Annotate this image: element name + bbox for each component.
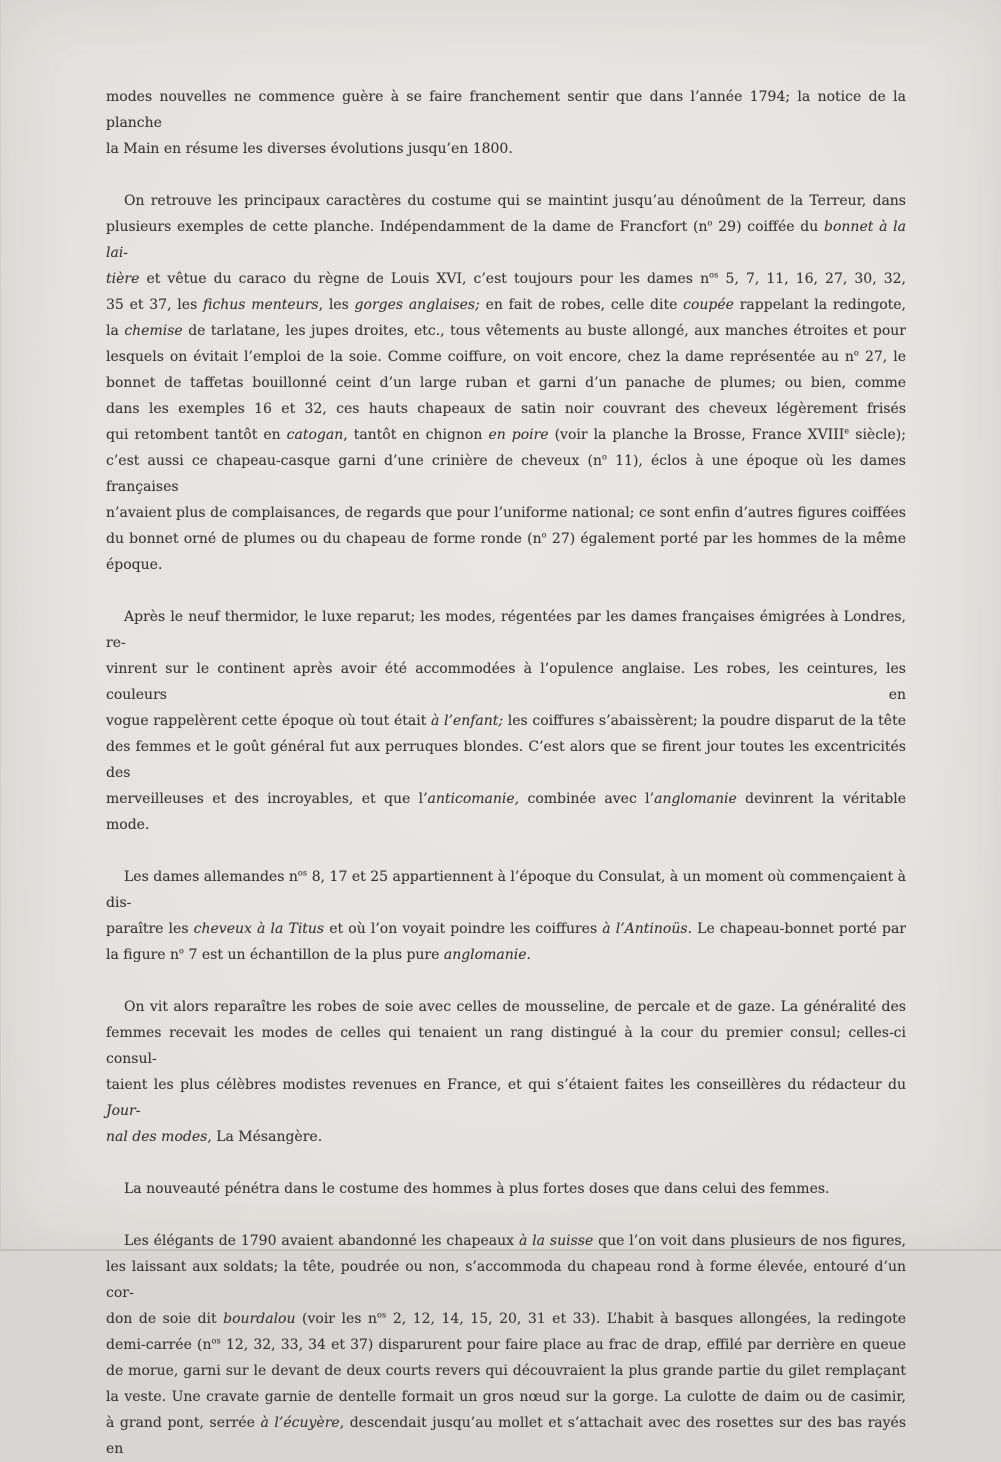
- text-line: [106, 1176, 906, 1202]
- text-run: les coiffures s’abaissèrent; la poudre disparut de la tête: [503, 713, 906, 729]
- text-run: , descendait jusqu’au mollet et s’attachait avec des rosettes sur des bas rayés en: [106, 1415, 907, 1457]
- text-line: [106, 1306, 906, 1332]
- italic-text-run: en poire: [488, 427, 549, 443]
- italic-text-run: à l’écuyère: [260, 1415, 340, 1431]
- text-run: 5, 7, 11, 16, 27, 30, 32,: [718, 271, 906, 287]
- text-run: dans les exemples 16 et 32, ces hauts chapeaux de satin noir couvrant des cheveux légèrement frisés: [106, 401, 906, 417]
- text-run: du bonnet orné de plumes ou du chapeau de forme ronde (n: [106, 531, 542, 547]
- text-run: 12, 32, 33, 34 et 37) disparurent pour faire place au frac de drap, effilé par derrière en queue: [220, 1337, 906, 1353]
- superscript-run: os: [211, 1335, 221, 1346]
- text-run: demi-carrée (n: [106, 1337, 212, 1353]
- text-run: bonnet de taffetas bouillonné ceint d’un large ruban et garni d’un panache de plumes; ou bien, comme: [106, 375, 906, 391]
- italic-text-run: à la suisse: [518, 1233, 594, 1249]
- text-run: 35 et 37, les: [106, 297, 204, 313]
- text-run: la Main en résume les diverses évolutions jusqu’en 1800.: [106, 141, 513, 157]
- text-run: 2, 12, 14, 15, 20, 31 et 33). L’habit à basques allongées, la redingote: [386, 1311, 906, 1327]
- italic-text-run: catogan: [286, 427, 344, 443]
- page-text-block: [106, 84, 906, 1462]
- paragraph: [106, 864, 906, 968]
- text-line: [106, 526, 906, 552]
- text-line: [106, 266, 906, 292]
- superscript-run: o: [853, 347, 859, 358]
- text-line: [106, 1020, 906, 1072]
- text-line: [106, 1410, 906, 1462]
- text-line: [106, 136, 906, 162]
- italic-text-run: bonnet à la lai-: [106, 219, 907, 261]
- text-line: [106, 370, 906, 396]
- text-line: [106, 214, 906, 266]
- text-run: de tarlatane, les jupes droites, etc., tous vêtements au buste allongé, aux manches étroites et pour: [182, 323, 906, 339]
- text-run: lesquels on évitait l’emploi de la soie. Comme coiffure, on voit encore, chez la dame représentée au n: [106, 349, 854, 365]
- text-run: les laissant aux soldats; la tête, poudrée ou non, s’accommoda du chapeau rond à forme élevée, entouré d’un cor-: [106, 1259, 906, 1301]
- text-run: modes nouvelles ne commence guère à se faire franchement sentir que dans l’année 1794; la notice de la planche: [106, 89, 906, 131]
- italic-text-run: tière: [106, 271, 140, 287]
- text-line: [106, 708, 906, 734]
- italic-text-run: chemise: [124, 323, 183, 339]
- text-run: la: [106, 323, 125, 339]
- text-line: [106, 552, 906, 578]
- text-line: [106, 448, 906, 500]
- text-run: 7 est un échantillon de la plus pure: [184, 947, 444, 963]
- text-line: [106, 734, 906, 786]
- text-line: [106, 318, 906, 344]
- superscript-run: o: [179, 945, 185, 956]
- superscript-run: os: [709, 269, 719, 280]
- text-line: [106, 1072, 906, 1124]
- paragraph: [106, 188, 906, 578]
- text-run: vogue rappelèrent cette époque où tout était: [106, 713, 431, 729]
- paragraph: [106, 604, 906, 838]
- text-line: [106, 188, 906, 214]
- italic-text-run: bourdalou: [223, 1311, 296, 1327]
- text-run: 29) coiffée du: [712, 219, 825, 235]
- text-run: . Le chapeau-bonnet porté par: [687, 921, 907, 937]
- text-run: taient les plus célèbres modistes revenues en France, et qui s’étaient faites les conseillères du rédacteur du: [106, 1077, 906, 1093]
- text-run: merveilleuses et des incroyables, et que l’: [106, 791, 428, 807]
- text-run: don de soie dit: [106, 1311, 224, 1327]
- text-line: [106, 1124, 906, 1150]
- text-run: (voir les n: [295, 1311, 377, 1327]
- text-line: [106, 942, 906, 968]
- paragraph: [106, 1176, 906, 1202]
- text-run: Les élégants de 1790 avaient abandonné les chapeaux: [124, 1233, 519, 1249]
- paragraph: [106, 994, 906, 1150]
- text-run: siècle);: [849, 427, 906, 443]
- text-run: 27) également porté par les hommes de la même: [546, 531, 906, 547]
- text-line: [106, 422, 906, 448]
- text-line: [106, 786, 906, 838]
- superscript-run: os: [376, 1309, 387, 1320]
- paragraph: [106, 1228, 906, 1462]
- text-line: [106, 292, 906, 318]
- text-line: [106, 1228, 906, 1254]
- italic-text-run: anglomanie: [443, 947, 527, 963]
- text-run: que l’on voit dans plusieurs de nos figures,: [593, 1233, 906, 1249]
- text-run: 11), éclos à une époque où les dames françaises: [106, 453, 906, 495]
- text-run: femmes recevait les modes de celles qui tenaient un rang distingué à la cour du premier consul; celles-ci consul-: [106, 1025, 906, 1067]
- text-run: à grand pont, serrée: [106, 1415, 261, 1431]
- superscript-run: o: [541, 529, 547, 540]
- superscript-run: os: [297, 867, 308, 878]
- text-run: la figure n: [106, 947, 180, 963]
- text-run: combinée avec l’: [519, 791, 655, 807]
- text-run: Les dames allemandes n: [124, 869, 298, 885]
- text-run: vinrent sur le continent après avoir été accommodées à l’opulence anglaise. Les robes, les ceintures, les couleurs en: [106, 661, 906, 703]
- text-run: 8, 17 et 25 appartiennent à l’époque du Consulat, à un moment où commençaient à dis-: [106, 869, 906, 911]
- text-run: , La Mésangère.: [207, 1129, 323, 1145]
- text-line: [106, 344, 906, 370]
- text-run: la veste. Une cravate garnie de dentelle formait un gros nœud sur la gorge. La culotte de daim ou de casimir,: [106, 1389, 906, 1405]
- text-run: La nouveauté pénétra dans le costume des hommes à plus fortes doses que dans celui des femmes.: [124, 1181, 830, 1197]
- superscript-run: o: [707, 217, 713, 228]
- text-line: [106, 916, 906, 942]
- text-line: [106, 604, 906, 656]
- text-line: [106, 396, 906, 422]
- text-run: et où l’on voyait poindre les coiffures: [324, 921, 603, 937]
- text-run: rappelant la redingote,: [733, 297, 907, 313]
- text-line: [106, 84, 906, 136]
- text-line: [106, 1358, 906, 1384]
- text-run: Après le neuf thermidor, le luxe reparut; les modes, régentées par les dames françaises émigrées à Londres, re-: [106, 609, 906, 651]
- text-line: [106, 1254, 906, 1306]
- text-run: , tantôt en chignon: [343, 427, 489, 443]
- superscript-run: e: [844, 425, 850, 436]
- italic-text-run: gorges anglaises;: [354, 297, 480, 313]
- paragraph: [106, 84, 906, 162]
- text-run: en fait de robes, celle dite: [479, 297, 684, 313]
- text-line: [106, 1332, 906, 1358]
- text-run: (voir la planche la Brosse, France XVIII: [548, 427, 845, 443]
- text-run: paraître les: [106, 921, 194, 937]
- italic-text-run: anticomanie,: [427, 791, 520, 807]
- text-run: 27, le: [858, 349, 906, 365]
- text-run: .: [526, 947, 531, 963]
- text-run: époque.: [106, 557, 163, 573]
- italic-text-run: Jour-: [106, 1103, 141, 1119]
- text-run: , les: [318, 297, 355, 313]
- italic-text-run: fichus menteurs: [203, 297, 319, 313]
- text-run: On vit alors reparaître les robes de soie avec celles de mousseline, de percale et de gaze. La généralité des: [124, 999, 906, 1015]
- italic-text-run: coupée: [683, 297, 734, 313]
- text-run: qui retombent tantôt en: [106, 427, 287, 443]
- text-line: [106, 864, 906, 916]
- text-run: plusieurs exemples de cette planche. Indépendamment de la dame de Francfort (n: [106, 219, 708, 235]
- italic-text-run: anglomanie: [654, 791, 737, 807]
- text-run: de morue, garni sur le devant de deux courts revers qui découvraient la plus grande partie du gilet remplaçant: [106, 1363, 906, 1379]
- text-run: On retrouve les principaux caractères du costume qui se maintint jusqu’au dénoûment de la Terreur, dans: [124, 193, 906, 209]
- italic-text-run: cheveux à la Titus: [193, 921, 325, 937]
- text-run: et vêtue du caraco du règne de Louis XVI, c’est toujours pour les dames n: [139, 271, 710, 287]
- text-run: des femmes et le goût général fut aux perruques blondes. C’est alors que se firent jour toutes les excentricités des: [106, 739, 906, 781]
- text-run: n’avaient plus de complaisances, de regards que pour l’uniforme national; ce sont enfin d’autres figures coiffées: [106, 505, 906, 521]
- text-line: [106, 994, 906, 1020]
- text-line: [106, 656, 906, 708]
- text-run: c’est aussi ce chapeau-casque garni d’une crinière de cheveux (n: [106, 453, 602, 469]
- text-line: [106, 500, 906, 526]
- italic-text-run: nal des modes: [106, 1129, 208, 1145]
- text-line: [106, 1384, 906, 1410]
- text-run: devinrent la véritable mode.: [106, 791, 906, 833]
- superscript-run: o: [601, 451, 608, 462]
- italic-text-run: à l’enfant;: [430, 713, 504, 729]
- italic-text-run: à l’Antinoüs: [602, 921, 688, 937]
